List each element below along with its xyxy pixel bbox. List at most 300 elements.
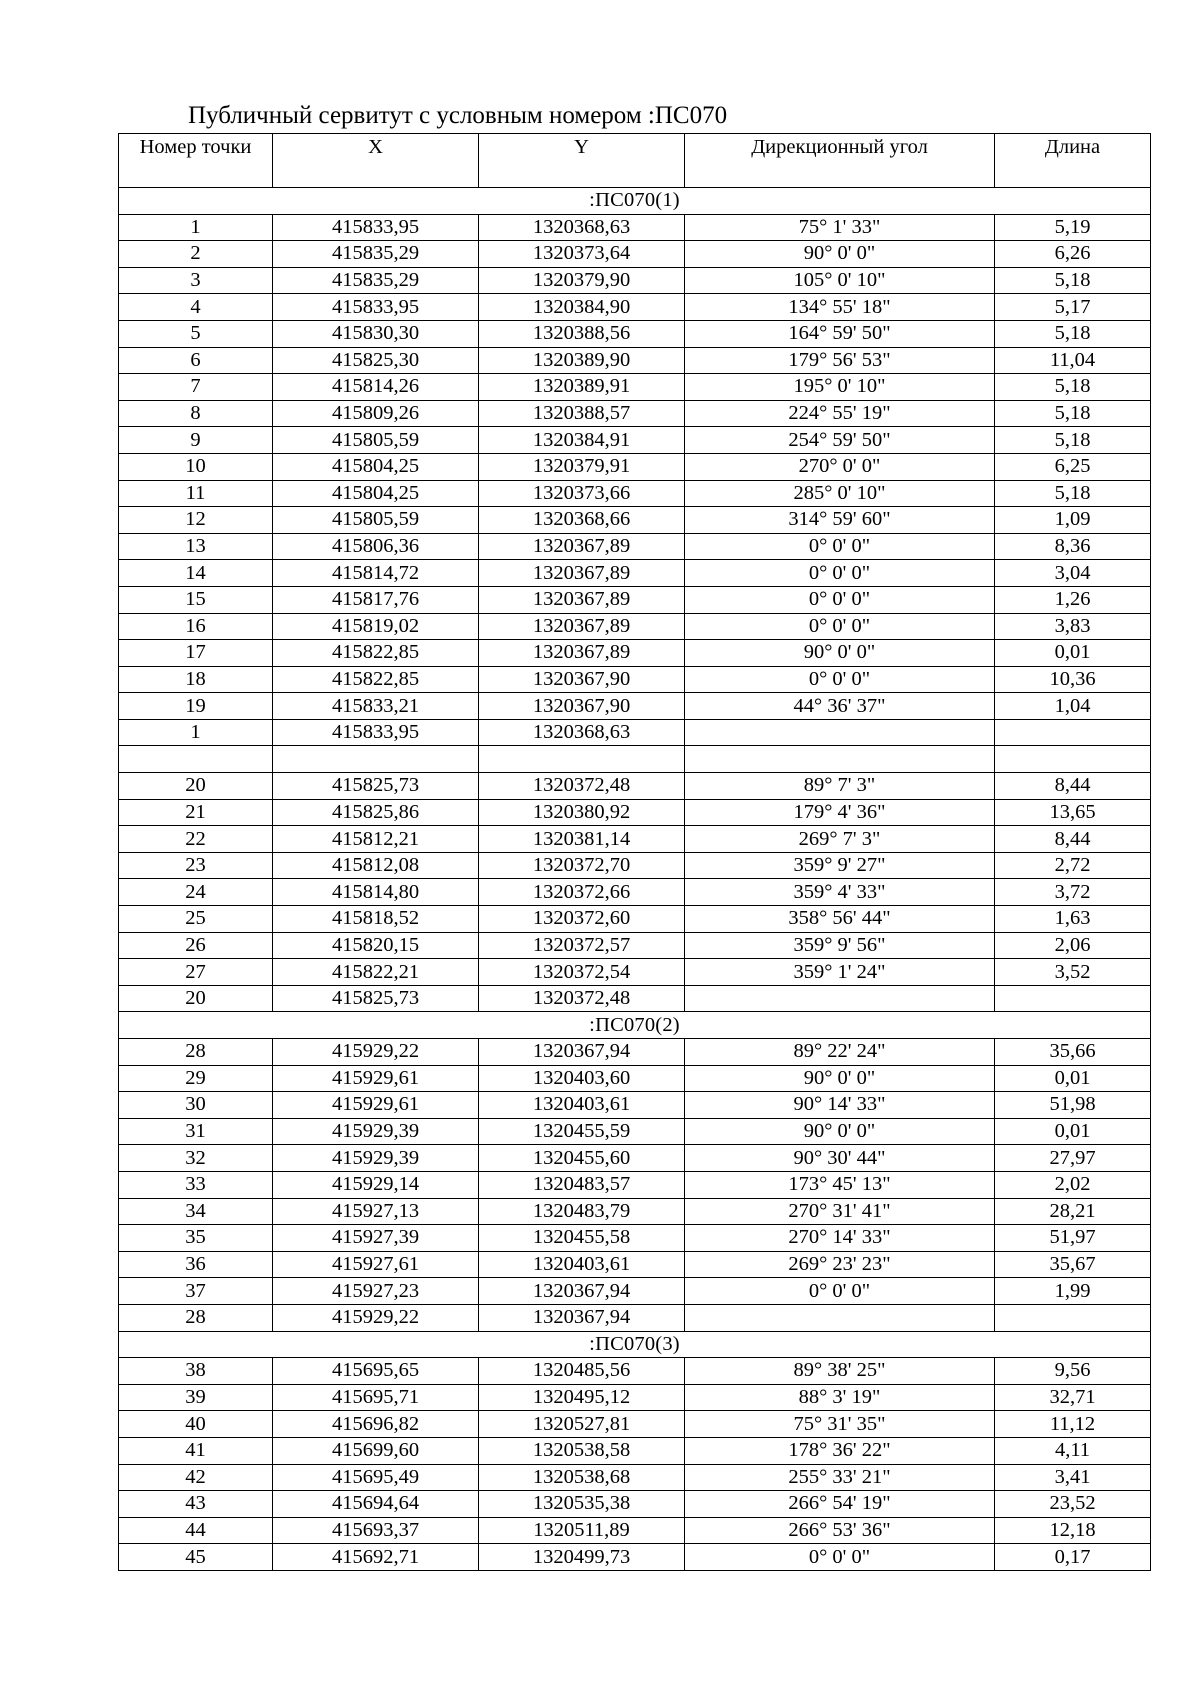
cell-direction-angle: 314° 59' 60" bbox=[685, 507, 995, 534]
cell-point-number: 15 bbox=[119, 586, 273, 613]
cell-length: 28,21 bbox=[995, 1198, 1151, 1225]
cell-point-number: 24 bbox=[119, 879, 273, 906]
cell-point-number: 5 bbox=[119, 320, 273, 347]
cell-point-number: 29 bbox=[119, 1065, 273, 1092]
cell-y: 1320381,14 bbox=[479, 826, 685, 853]
cell-direction-angle: 90° 0' 0" bbox=[685, 1065, 995, 1092]
cell-direction-angle: 179° 4' 36" bbox=[685, 799, 995, 826]
header-row bbox=[119, 134, 1151, 188]
cell-direction-angle: 0° 0' 0" bbox=[685, 586, 995, 613]
cell-x: 415833,21 bbox=[273, 693, 479, 720]
cell-length: 1,04 bbox=[995, 693, 1151, 720]
cell-x: 415805,59 bbox=[273, 507, 479, 534]
cell-point-number: 1 bbox=[119, 214, 273, 241]
header-point-number: Номер точки bbox=[119, 134, 273, 188]
table-row bbox=[119, 1118, 1151, 1145]
table-row bbox=[119, 1358, 1151, 1385]
cell-point-number: 14 bbox=[119, 560, 273, 587]
cell-y: 1320367,89 bbox=[479, 586, 685, 613]
cell-length: 5,17 bbox=[995, 294, 1151, 321]
cell-point-number: 42 bbox=[119, 1464, 273, 1491]
cell-x: 415929,14 bbox=[273, 1171, 479, 1198]
cell-x: 415812,21 bbox=[273, 826, 479, 853]
cell-length: 5,18 bbox=[995, 480, 1151, 507]
cell-length: 3,04 bbox=[995, 560, 1151, 587]
cell-length: 8,44 bbox=[995, 826, 1151, 853]
page-title: Публичный сервитут с условным номером :ПС070 bbox=[188, 102, 728, 129]
cell-direction-angle: 90° 0' 0" bbox=[685, 241, 995, 268]
cell-x: 415833,95 bbox=[273, 294, 479, 321]
cell-y: 1320367,89 bbox=[479, 640, 685, 667]
cell-y: 1320380,92 bbox=[479, 799, 685, 826]
cell-x: 415814,72 bbox=[273, 560, 479, 587]
cell-y: 1320372,60 bbox=[479, 906, 685, 933]
cell-x: 415699,60 bbox=[273, 1437, 479, 1464]
cell-y: 1320367,90 bbox=[479, 693, 685, 720]
cell-direction-angle: 285° 0' 10" bbox=[685, 480, 995, 507]
cell-y: 1320367,89 bbox=[479, 613, 685, 640]
cell-length: 12,18 bbox=[995, 1517, 1151, 1544]
cell-y: 1320367,94 bbox=[479, 1278, 685, 1305]
cell-length: 32,71 bbox=[995, 1384, 1151, 1411]
cell-length bbox=[995, 985, 1151, 1012]
table-row bbox=[119, 640, 1151, 667]
cell-x: 415835,29 bbox=[273, 241, 479, 268]
cell-x: 415927,61 bbox=[273, 1251, 479, 1278]
header-direction-angle: Дирекционный угол bbox=[685, 134, 995, 188]
cell-direction-angle: 0° 0' 0" bbox=[685, 533, 995, 560]
cell-length: 2,06 bbox=[995, 932, 1151, 959]
table-row bbox=[119, 799, 1151, 826]
cell-length: 27,97 bbox=[995, 1145, 1151, 1172]
cell-point-number: 36 bbox=[119, 1251, 273, 1278]
table-row bbox=[119, 347, 1151, 374]
cell-x: 415822,21 bbox=[273, 959, 479, 986]
cell-direction-angle: 266° 54' 19" bbox=[685, 1491, 995, 1518]
cell-point-number: 45 bbox=[119, 1544, 273, 1571]
cell-length: 51,98 bbox=[995, 1092, 1151, 1119]
cell-y: 1320368,66 bbox=[479, 507, 685, 534]
cell-length: 5,18 bbox=[995, 400, 1151, 427]
cell-point-number: 33 bbox=[119, 1171, 273, 1198]
cell-length: 23,52 bbox=[995, 1491, 1151, 1518]
cell-point-number: 30 bbox=[119, 1092, 273, 1119]
table-row bbox=[119, 879, 1151, 906]
cell-x: 415929,61 bbox=[273, 1065, 479, 1092]
empty-cell bbox=[273, 746, 479, 773]
table-row bbox=[119, 320, 1151, 347]
cell-x: 415693,37 bbox=[273, 1517, 479, 1544]
table-row bbox=[119, 1411, 1151, 1438]
cell-y: 1320455,60 bbox=[479, 1145, 685, 1172]
cell-y: 1320511,89 bbox=[479, 1517, 685, 1544]
table-row bbox=[119, 1278, 1151, 1305]
cell-length: 4,11 bbox=[995, 1437, 1151, 1464]
empty-cell bbox=[479, 746, 685, 773]
cell-x: 415927,13 bbox=[273, 1198, 479, 1225]
cell-x: 415822,85 bbox=[273, 666, 479, 693]
cell-x: 415804,25 bbox=[273, 480, 479, 507]
cell-point-number: 13 bbox=[119, 533, 273, 560]
cell-x: 415927,39 bbox=[273, 1225, 479, 1252]
cell-x: 415806,36 bbox=[273, 533, 479, 560]
cell-point-number: 18 bbox=[119, 666, 273, 693]
cell-length: 6,25 bbox=[995, 453, 1151, 480]
cell-y: 1320538,68 bbox=[479, 1464, 685, 1491]
cell-point-number: 8 bbox=[119, 400, 273, 427]
cell-direction-angle: 266° 53' 36" bbox=[685, 1517, 995, 1544]
cell-direction-angle: 270° 31' 41" bbox=[685, 1198, 995, 1225]
cell-direction-angle bbox=[685, 1304, 995, 1331]
cell-point-number: 20 bbox=[119, 773, 273, 800]
cell-direction-angle: 90° 30' 44" bbox=[685, 1145, 995, 1172]
cell-direction-angle: 0° 0' 0" bbox=[685, 613, 995, 640]
cell-point-number: 9 bbox=[119, 427, 273, 454]
cell-direction-angle bbox=[685, 719, 995, 746]
cell-point-number: 11 bbox=[119, 480, 273, 507]
cell-length: 6,26 bbox=[995, 241, 1151, 268]
cell-direction-angle: 44° 36' 37" bbox=[685, 693, 995, 720]
cell-x: 415825,73 bbox=[273, 985, 479, 1012]
cell-x: 415835,29 bbox=[273, 267, 479, 294]
cell-length: 5,19 bbox=[995, 214, 1151, 241]
cell-x: 415830,30 bbox=[273, 320, 479, 347]
cell-length: 2,72 bbox=[995, 852, 1151, 879]
cell-x: 415695,71 bbox=[273, 1384, 479, 1411]
cell-direction-angle: 270° 14' 33" bbox=[685, 1225, 995, 1252]
table-row bbox=[119, 1198, 1151, 1225]
cell-direction-angle: 105° 0' 10" bbox=[685, 267, 995, 294]
cell-direction-angle: 90° 0' 0" bbox=[685, 1118, 995, 1145]
cell-y: 1320388,56 bbox=[479, 320, 685, 347]
table-row bbox=[119, 1304, 1151, 1331]
cell-y: 1320372,54 bbox=[479, 959, 685, 986]
cell-point-number: 2 bbox=[119, 241, 273, 268]
table-row bbox=[119, 1039, 1151, 1066]
cell-point-number: 21 bbox=[119, 799, 273, 826]
section-row bbox=[119, 1012, 1151, 1039]
table-row bbox=[119, 1464, 1151, 1491]
cell-length: 3,83 bbox=[995, 613, 1151, 640]
cell-direction-angle: 178° 36' 22" bbox=[685, 1437, 995, 1464]
table-row bbox=[119, 586, 1151, 613]
table-row bbox=[119, 1251, 1151, 1278]
cell-x: 415812,08 bbox=[273, 852, 479, 879]
cell-length: 11,04 bbox=[995, 347, 1151, 374]
cell-y: 1320499,73 bbox=[479, 1544, 685, 1571]
table-row bbox=[119, 294, 1151, 321]
cell-length: 35,66 bbox=[995, 1039, 1151, 1066]
table-row bbox=[119, 1171, 1151, 1198]
table-row bbox=[119, 1092, 1151, 1119]
section-row bbox=[119, 1331, 1151, 1358]
cell-y: 1320367,94 bbox=[479, 1304, 685, 1331]
table-row bbox=[119, 985, 1151, 1012]
section-label: :ПС070(3) bbox=[119, 1331, 1151, 1358]
cell-point-number: 25 bbox=[119, 906, 273, 933]
cell-point-number: 44 bbox=[119, 1517, 273, 1544]
cell-x: 415805,59 bbox=[273, 427, 479, 454]
table-row bbox=[119, 719, 1151, 746]
cell-direction-angle: 269° 7' 3" bbox=[685, 826, 995, 853]
cell-direction-angle: 0° 0' 0" bbox=[685, 666, 995, 693]
cell-direction-angle: 90° 0' 0" bbox=[685, 640, 995, 667]
cell-y: 1320527,81 bbox=[479, 1411, 685, 1438]
cell-length: 0,01 bbox=[995, 640, 1151, 667]
cell-x: 415820,15 bbox=[273, 932, 479, 959]
cell-length: 9,56 bbox=[995, 1358, 1151, 1385]
cell-y: 1320495,12 bbox=[479, 1384, 685, 1411]
cell-y: 1320384,90 bbox=[479, 294, 685, 321]
cell-point-number: 10 bbox=[119, 453, 273, 480]
cell-y: 1320483,79 bbox=[479, 1198, 685, 1225]
cell-length: 0,01 bbox=[995, 1065, 1151, 1092]
cell-y: 1320367,89 bbox=[479, 560, 685, 587]
cell-direction-angle: 359° 9' 56" bbox=[685, 932, 995, 959]
cell-direction-angle: 359° 9' 27" bbox=[685, 852, 995, 879]
cell-x: 415817,76 bbox=[273, 586, 479, 613]
cell-direction-angle: 89° 7' 3" bbox=[685, 773, 995, 800]
cell-y: 1320389,90 bbox=[479, 347, 685, 374]
cell-x: 415695,49 bbox=[273, 1464, 479, 1491]
cell-point-number: 32 bbox=[119, 1145, 273, 1172]
cell-direction-angle: 358° 56' 44" bbox=[685, 906, 995, 933]
table-row bbox=[119, 267, 1151, 294]
cell-length: 0,17 bbox=[995, 1544, 1151, 1571]
cell-y: 1320367,90 bbox=[479, 666, 685, 693]
cell-point-number: 40 bbox=[119, 1411, 273, 1438]
cell-x: 415927,23 bbox=[273, 1278, 479, 1305]
cell-y: 1320485,56 bbox=[479, 1358, 685, 1385]
cell-direction-angle: 89° 22' 24" bbox=[685, 1039, 995, 1066]
cell-y: 1320372,70 bbox=[479, 852, 685, 879]
cell-x: 415929,22 bbox=[273, 1039, 479, 1066]
cell-length bbox=[995, 719, 1151, 746]
table-row bbox=[119, 374, 1151, 401]
cell-point-number: 12 bbox=[119, 507, 273, 534]
cell-length bbox=[995, 1304, 1151, 1331]
cell-y: 1320538,58 bbox=[479, 1437, 685, 1464]
cell-length: 10,36 bbox=[995, 666, 1151, 693]
table-row bbox=[119, 453, 1151, 480]
cell-x: 415929,39 bbox=[273, 1118, 479, 1145]
table-row bbox=[119, 1225, 1151, 1252]
table-row bbox=[119, 906, 1151, 933]
table-row bbox=[119, 1437, 1151, 1464]
empty-cell bbox=[685, 746, 995, 773]
cell-point-number: 4 bbox=[119, 294, 273, 321]
cell-x: 415814,26 bbox=[273, 374, 479, 401]
cell-y: 1320372,48 bbox=[479, 985, 685, 1012]
cell-direction-angle: 90° 14' 33" bbox=[685, 1092, 995, 1119]
table-row bbox=[119, 400, 1151, 427]
cell-direction-angle: 89° 38' 25" bbox=[685, 1358, 995, 1385]
cell-point-number: 17 bbox=[119, 640, 273, 667]
cell-direction-angle: 75° 1' 33" bbox=[685, 214, 995, 241]
cell-y: 1320483,57 bbox=[479, 1171, 685, 1198]
cell-point-number: 41 bbox=[119, 1437, 273, 1464]
section-row bbox=[119, 188, 1151, 215]
cell-point-number: 38 bbox=[119, 1358, 273, 1385]
header-length: Длина bbox=[995, 134, 1151, 188]
cell-y: 1320535,38 bbox=[479, 1491, 685, 1518]
cell-point-number: 28 bbox=[119, 1039, 273, 1066]
table-header bbox=[119, 134, 1151, 188]
cell-y: 1320455,58 bbox=[479, 1225, 685, 1252]
cell-length: 0,01 bbox=[995, 1118, 1151, 1145]
cell-y: 1320368,63 bbox=[479, 719, 685, 746]
cell-point-number: 43 bbox=[119, 1491, 273, 1518]
table-row bbox=[119, 932, 1151, 959]
cell-length: 5,18 bbox=[995, 427, 1151, 454]
cell-point-number: 34 bbox=[119, 1198, 273, 1225]
cell-x: 415833,95 bbox=[273, 719, 479, 746]
table-row bbox=[119, 852, 1151, 879]
table-row bbox=[119, 1145, 1151, 1172]
cell-point-number: 16 bbox=[119, 613, 273, 640]
cell-direction-angle: 269° 23' 23" bbox=[685, 1251, 995, 1278]
cell-point-number: 26 bbox=[119, 932, 273, 959]
cell-y: 1320372,57 bbox=[479, 932, 685, 959]
cell-point-number: 3 bbox=[119, 267, 273, 294]
cell-point-number: 6 bbox=[119, 347, 273, 374]
cell-y: 1320389,91 bbox=[479, 374, 685, 401]
cell-x: 415814,80 bbox=[273, 879, 479, 906]
cell-direction-angle bbox=[685, 985, 995, 1012]
cell-direction-angle: 134° 55' 18" bbox=[685, 294, 995, 321]
cell-point-number: 1 bbox=[119, 719, 273, 746]
cell-x: 415825,86 bbox=[273, 799, 479, 826]
contour-separator-row bbox=[119, 746, 1151, 773]
header-y: Y bbox=[479, 134, 685, 188]
cell-direction-angle: 179° 56' 53" bbox=[685, 347, 995, 374]
cell-x: 415692,71 bbox=[273, 1544, 479, 1571]
cell-y: 1320368,63 bbox=[479, 214, 685, 241]
cell-length: 35,67 bbox=[995, 1251, 1151, 1278]
cell-x: 415825,73 bbox=[273, 773, 479, 800]
cell-x: 415822,85 bbox=[273, 640, 479, 667]
cell-y: 1320372,66 bbox=[479, 879, 685, 906]
table-row bbox=[119, 214, 1151, 241]
cell-y: 1320403,60 bbox=[479, 1065, 685, 1092]
table-row bbox=[119, 613, 1151, 640]
cell-x: 415696,82 bbox=[273, 1411, 479, 1438]
cell-y: 1320379,90 bbox=[479, 267, 685, 294]
table-row bbox=[119, 1491, 1151, 1518]
table-row bbox=[119, 1384, 1151, 1411]
cell-x: 415833,95 bbox=[273, 214, 479, 241]
table-row bbox=[119, 427, 1151, 454]
cell-x: 415929,22 bbox=[273, 1304, 479, 1331]
cell-y: 1320367,94 bbox=[479, 1039, 685, 1066]
table-row bbox=[119, 1544, 1151, 1571]
cell-length: 5,18 bbox=[995, 374, 1151, 401]
cell-x: 415818,52 bbox=[273, 906, 479, 933]
cell-point-number: 19 bbox=[119, 693, 273, 720]
cell-length: 5,18 bbox=[995, 320, 1151, 347]
cell-length: 8,44 bbox=[995, 773, 1151, 800]
cell-length: 1,63 bbox=[995, 906, 1151, 933]
cell-x: 415694,64 bbox=[273, 1491, 479, 1518]
cell-direction-angle: 359° 4' 33" bbox=[685, 879, 995, 906]
coordinates-table bbox=[118, 133, 1151, 1571]
cell-point-number: 23 bbox=[119, 852, 273, 879]
header-x: X bbox=[273, 134, 479, 188]
table-row bbox=[119, 826, 1151, 853]
cell-length: 13,65 bbox=[995, 799, 1151, 826]
cell-direction-angle: 195° 0' 10" bbox=[685, 374, 995, 401]
cell-point-number: 22 bbox=[119, 826, 273, 853]
cell-length: 1,09 bbox=[995, 507, 1151, 534]
cell-x: 415695,65 bbox=[273, 1358, 479, 1385]
cell-point-number: 27 bbox=[119, 959, 273, 986]
cell-direction-angle: 164° 59' 50" bbox=[685, 320, 995, 347]
cell-y: 1320388,57 bbox=[479, 400, 685, 427]
cell-length: 2,02 bbox=[995, 1171, 1151, 1198]
section-label: :ПС070(1) bbox=[119, 188, 1151, 215]
table-body bbox=[119, 188, 1151, 1571]
cell-direction-angle: 255° 33' 21" bbox=[685, 1464, 995, 1491]
cell-y: 1320403,61 bbox=[479, 1251, 685, 1278]
table-row bbox=[119, 533, 1151, 560]
cell-length: 1,26 bbox=[995, 586, 1151, 613]
table-row bbox=[119, 693, 1151, 720]
cell-length: 11,12 bbox=[995, 1411, 1151, 1438]
empty-cell bbox=[119, 746, 273, 773]
cell-point-number: 28 bbox=[119, 1304, 273, 1331]
section-label: :ПС070(2) bbox=[119, 1012, 1151, 1039]
cell-y: 1320455,59 bbox=[479, 1118, 685, 1145]
cell-direction-angle: 0° 0' 0" bbox=[685, 560, 995, 587]
cell-length: 1,99 bbox=[995, 1278, 1151, 1305]
table-row bbox=[119, 560, 1151, 587]
cell-point-number: 37 bbox=[119, 1278, 273, 1305]
cell-point-number: 39 bbox=[119, 1384, 273, 1411]
cell-y: 1320379,91 bbox=[479, 453, 685, 480]
cell-y: 1320367,89 bbox=[479, 533, 685, 560]
cell-length: 3,52 bbox=[995, 959, 1151, 986]
cell-length: 8,36 bbox=[995, 533, 1151, 560]
table-row bbox=[119, 666, 1151, 693]
cell-direction-angle: 75° 31' 35" bbox=[685, 1411, 995, 1438]
cell-direction-angle: 270° 0' 0" bbox=[685, 453, 995, 480]
cell-x: 415825,30 bbox=[273, 347, 479, 374]
cell-point-number: 7 bbox=[119, 374, 273, 401]
table-row bbox=[119, 507, 1151, 534]
cell-x: 415809,26 bbox=[273, 400, 479, 427]
table-row bbox=[119, 1517, 1151, 1544]
table-row bbox=[119, 241, 1151, 268]
cell-length: 51,97 bbox=[995, 1225, 1151, 1252]
cell-point-number: 20 bbox=[119, 985, 273, 1012]
cell-point-number: 35 bbox=[119, 1225, 273, 1252]
cell-y: 1320384,91 bbox=[479, 427, 685, 454]
cell-point-number: 31 bbox=[119, 1118, 273, 1145]
cell-direction-angle: 254° 59' 50" bbox=[685, 427, 995, 454]
table-row bbox=[119, 959, 1151, 986]
cell-direction-angle: 0° 0' 0" bbox=[685, 1278, 995, 1305]
cell-x: 415929,61 bbox=[273, 1092, 479, 1119]
cell-direction-angle: 173° 45' 13" bbox=[685, 1171, 995, 1198]
cell-x: 415819,02 bbox=[273, 613, 479, 640]
cell-direction-angle: 359° 1' 24" bbox=[685, 959, 995, 986]
cell-y: 1320403,61 bbox=[479, 1092, 685, 1119]
cell-length: 5,18 bbox=[995, 267, 1151, 294]
cell-x: 415929,39 bbox=[273, 1145, 479, 1172]
cell-direction-angle: 224° 55' 19" bbox=[685, 400, 995, 427]
table-row bbox=[119, 1065, 1151, 1092]
table-row bbox=[119, 773, 1151, 800]
